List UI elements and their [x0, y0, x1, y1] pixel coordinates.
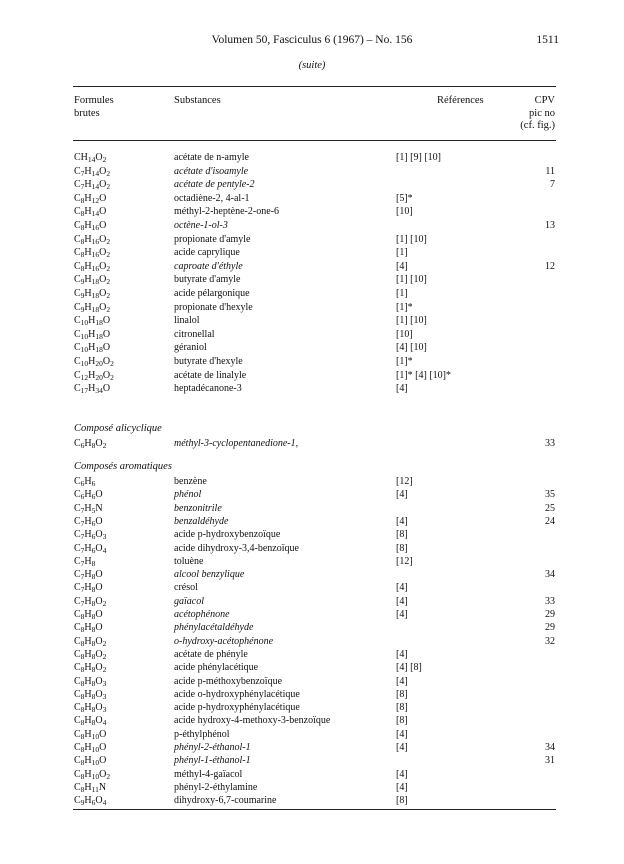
cpv-cell: 25: [545, 502, 555, 514]
formula-cell: $C_8H_{14}O$: [74, 206, 107, 219]
table-row: [0, 542, 624, 556]
formula-cell: $C_{10}H_{18}O$: [74, 315, 111, 328]
substance-cell: propionate d'amyle: [174, 233, 251, 245]
formula-cell: $C_8H_{10}O$: [74, 742, 107, 754]
formula-cell: $C_8H_{16}O_2$: [74, 233, 111, 246]
references-cell: [4]: [396, 675, 408, 687]
formula-cell: $C_8H_8O_2$: [74, 662, 107, 675]
substance-cell: benzène: [174, 476, 207, 487]
cpv-cell: 35: [545, 489, 555, 501]
references-cell: [5]*: [396, 192, 413, 204]
section-title-alicyclic: Composé alicyclique: [74, 423, 162, 434]
references-cell: [8]: [396, 795, 408, 807]
references-cell: [1] [9] [10]: [396, 152, 441, 163]
formula-cell: $C_8H_8O_3$: [74, 702, 107, 715]
references-cell: [1]* [4] [10]*: [396, 369, 451, 381]
references-cell: [4]: [396, 742, 408, 753]
table-row: [0, 219, 624, 233]
table-row: [0, 714, 624, 728]
substance-cell: acétate d'isoamyle: [174, 165, 249, 177]
table-header-rule: [73, 140, 556, 141]
page-number: 1511: [536, 34, 559, 46]
cpv-cell: 32: [545, 635, 555, 647]
substance-cell: géraniol: [174, 342, 207, 354]
table-row: [0, 151, 624, 165]
table-row: [0, 581, 624, 595]
table-row: [0, 701, 624, 715]
substance-cell: p-éthylphénol: [174, 728, 230, 740]
substance-cell: acétophénone: [174, 609, 230, 620]
references-cell: [1]: [396, 288, 408, 299]
formula-cell: $C_7H_8$: [74, 555, 96, 568]
table-row: [0, 595, 624, 609]
substance-cell: alcool benzylique: [174, 569, 245, 581]
substance-cell: caproate d'éthyle: [174, 260, 243, 272]
references-cell: [4] [10]: [396, 342, 427, 354]
formula-cell: $C_8H_{16}O$: [74, 220, 107, 232]
substance-cell: octadiène-2, 4-al-1: [174, 192, 250, 204]
substance-cell: propionate d'hexyle: [174, 301, 253, 313]
table-row: [0, 475, 624, 489]
formula-cell: $C_8H_{16}O_2$: [74, 260, 111, 273]
substance-cell: phénylacétaldéhyde: [174, 622, 254, 634]
substance-cell: acide phénylacétique: [174, 662, 259, 674]
substance-cell: méthyl-4-gaïacol: [174, 768, 243, 780]
substance-cell: o-hydroxy-acétophénone: [174, 635, 274, 647]
substance-cell: benzaldéhyde: [174, 515, 229, 527]
cpv-cell: 12: [545, 260, 555, 272]
formula-cell: $C_8H_8O_4$: [74, 715, 107, 728]
table-row: [0, 382, 624, 396]
substance-cell: acide hydroxy-4-methoxy-3-benzoïque: [174, 715, 331, 727]
formula-cell: $C_8H_8O$: [74, 622, 103, 635]
substance-cell: linalol: [174, 315, 200, 327]
table-row: [0, 260, 624, 274]
cpv-cell: 33: [545, 438, 555, 449]
cpv-cell: 34: [545, 569, 555, 581]
formula-cell: $C_7H_6O_3$: [74, 529, 107, 542]
substance-cell: crésol: [174, 582, 198, 594]
substance-cell: méthyl-3-cyclopentanedione-1,: [174, 438, 299, 449]
table-row: [0, 754, 624, 768]
cpv-cell: 7: [550, 179, 555, 191]
formula-cell: $C_7H_8O_2$: [74, 595, 107, 608]
references-cell: [4]: [396, 515, 408, 527]
substance-cell: citronellal: [174, 328, 215, 340]
table-row: [0, 192, 624, 206]
formula-cell: $C_9H_{18}O_2$: [74, 274, 111, 287]
references-cell: [4]: [396, 489, 408, 501]
substance-cell: acétate de phényle: [174, 648, 248, 660]
formula-cell: $C_7H_6O_4$: [74, 542, 107, 555]
column-header-substances: Substances: [174, 95, 221, 106]
cpv-cell: 34: [545, 742, 555, 753]
substance-cell: acide p-hydroxyphénylacétique: [174, 702, 300, 714]
references-cell: [8]: [396, 715, 408, 727]
table-row: [0, 369, 624, 383]
formula-cell: $C_7H_8O$: [74, 582, 103, 595]
table-row: [0, 675, 624, 689]
formula-cell: $C_7H_8O$: [74, 569, 103, 582]
formula-cell: $C_9H_{18}O_2$: [74, 301, 111, 314]
formula-cell: $C_8H_8O$: [74, 609, 103, 621]
substance-cell: toluène: [174, 555, 204, 567]
continuation-label: (suite): [298, 60, 326, 71]
table-row: [0, 528, 624, 542]
cpv-cell: 33: [545, 595, 555, 607]
table-row: [0, 301, 624, 315]
references-cell: [4]: [396, 728, 408, 740]
table-row: [0, 794, 624, 808]
formula-cell: $C_8H_{11}N$: [74, 781, 107, 794]
references-cell: [10]: [396, 206, 413, 218]
column-header-references: Références: [437, 95, 484, 106]
substance-cell: butyrate d'amyle: [174, 274, 241, 286]
running-header: [0, 34, 624, 50]
table-row: [0, 165, 624, 179]
substance-cell: gaïacol: [174, 595, 204, 607]
column-header-cpv: CPV pic no (cf. fig.): [520, 95, 555, 131]
formula-cell: $C_7H_{14}O_2$: [74, 165, 111, 178]
table-row: [0, 635, 624, 649]
substance-cell: phényl-1-éthanol-1: [174, 755, 251, 767]
substance-cell: phényl-2-éthanol-1: [174, 742, 251, 753]
table-row: [0, 341, 624, 355]
references-cell: [4] [8]: [396, 662, 422, 674]
references-cell: [4]: [396, 781, 408, 793]
substance-cell: acide p-hydroxybenzoïque: [174, 529, 281, 541]
table-row: [0, 205, 624, 219]
references-cell: [8]: [396, 542, 408, 554]
references-cell: [12]: [396, 476, 413, 487]
substance-cell: acide p-méthoxybenzoïque: [174, 675, 283, 687]
references-cell: [8]: [396, 529, 408, 541]
substance-cell: acétate de n-amyle: [174, 152, 249, 163]
table-row: [0, 728, 624, 742]
references-cell: [4]: [396, 595, 408, 607]
substance-cell: acide o-hydroxyphénylacétique: [174, 688, 300, 700]
formula-cell: $C_{17}H_{34}O$: [74, 383, 111, 396]
section-title-aromatic: Composés aromatiques: [74, 461, 172, 472]
cpv-cell: 11: [545, 165, 555, 177]
substance-cell: benzonitrile: [174, 502, 222, 514]
formula-cell: $C_8H_8O_3$: [74, 688, 107, 701]
formula-cell: $C_{12}H_{20}O_2$: [74, 369, 114, 382]
cpv-cell: 13: [545, 220, 555, 231]
formula-cell: $CH_{14}O_2$: [74, 152, 107, 164]
table-top-rule: [73, 86, 556, 87]
formula-cell: $C_9H_6O_4$: [74, 795, 107, 808]
substance-cell: dihydroxy-6,7-coumarine: [174, 795, 277, 807]
table-row: [0, 781, 624, 795]
references-cell: [1]*: [396, 301, 413, 313]
references-cell: [8]: [396, 702, 408, 714]
substance-cell: octène-1-ol-3: [174, 220, 228, 231]
formula-cell: $C_8H_{16}O_2$: [74, 247, 111, 260]
references-cell: [4]: [396, 609, 408, 620]
table-row: [0, 355, 624, 369]
substance-cell: acétate de linalyle: [174, 369, 247, 381]
table-row: [0, 555, 624, 569]
references-cell: [4]: [396, 582, 408, 594]
table-row: [0, 515, 624, 529]
references-cell: [1]*: [396, 356, 413, 367]
table-row: [0, 233, 624, 247]
formula-cell: $C_7H_5N$: [74, 502, 103, 515]
substance-cell: phénol: [174, 489, 202, 501]
substance-cell: acide dihydroxy-3,4-benzoïque: [174, 542, 299, 554]
table-bottom-rule: [73, 809, 556, 810]
references-cell: [1]: [396, 247, 408, 259]
substance-cell: méthyl-2-heptène-2-one-6: [174, 206, 279, 218]
formula-cell: $C_{10}H_{18}O$: [74, 328, 111, 341]
table-row: [0, 661, 624, 675]
references-cell: [1] [10]: [396, 233, 427, 245]
substance-cell: acétate de pentyle-2: [174, 179, 255, 191]
formula-cell: $C_6H_6$: [74, 476, 96, 488]
formula-cell: $C_7H_{14}O_2$: [74, 179, 111, 192]
table-row: [0, 314, 624, 328]
references-cell: [4]: [396, 648, 408, 660]
references-cell: [4]: [396, 383, 408, 395]
formula-cell: $C_8H_{10}O$: [74, 728, 107, 741]
table-row: [0, 568, 624, 582]
table-row: [0, 488, 624, 502]
formula-cell: $C_6H_6O$: [74, 489, 103, 502]
formula-cell: $C_8H_{10}O_2$: [74, 768, 111, 781]
table-row: [0, 437, 624, 451]
references-cell: [4]: [396, 260, 408, 272]
column-header-formulas: Formules brutes: [74, 95, 114, 119]
references-cell: [10]: [396, 328, 413, 340]
substance-cell: acide caprylique: [174, 247, 240, 259]
table-row: [0, 648, 624, 662]
formula-cell: $C_8H_{10}O$: [74, 755, 107, 768]
references-cell: [12]: [396, 555, 413, 567]
formula-cell: $C_8H_8O_3$: [74, 675, 107, 688]
table-row: [0, 328, 624, 342]
formula-cell: $C_{10}H_{18}O$: [74, 342, 111, 355]
references-cell: [8]: [396, 688, 408, 700]
cpv-cell: 24: [545, 515, 555, 527]
table-row: [0, 688, 624, 702]
substance-cell: acide pélargonique: [174, 288, 250, 299]
table-row: [0, 246, 624, 260]
table-row: [0, 621, 624, 635]
formula-cell: $C_8H_{12}O$: [74, 192, 107, 205]
formula-cell: $C_9H_{18}O_2$: [74, 288, 111, 300]
table-row: [0, 273, 624, 287]
cpv-cell: 29: [545, 609, 555, 620]
table-row: [0, 741, 624, 755]
substance-cell: phényl-2-éthylamine: [174, 781, 258, 793]
references-cell: [1] [10]: [396, 315, 427, 327]
substance-cell: butyrate d'hexyle: [174, 356, 243, 367]
formula-cell: $C_8H_8O_2$: [74, 635, 107, 648]
table-row: [0, 768, 624, 782]
references-cell: [4]: [396, 768, 408, 780]
formula-cell: $C_7H_6O$: [74, 515, 103, 528]
table-row: [0, 608, 624, 622]
running-title: Volumen 50, Fasciculus 6 (1967) – No. 156: [211, 34, 413, 46]
formula-cell: $C_8H_8O_2$: [74, 648, 107, 661]
references-cell: [1] [10]: [396, 274, 427, 286]
formula-cell: $C_6H_8O_2$: [74, 438, 107, 450]
table-row: [0, 502, 624, 516]
table-row: [0, 178, 624, 192]
substance-cell: heptadécanone-3: [174, 383, 242, 395]
cpv-cell: 29: [545, 622, 555, 634]
table-row: [0, 287, 624, 301]
formula-cell: $C_{10}H_{20}O_2$: [74, 356, 114, 368]
cpv-cell: 31: [545, 755, 555, 767]
